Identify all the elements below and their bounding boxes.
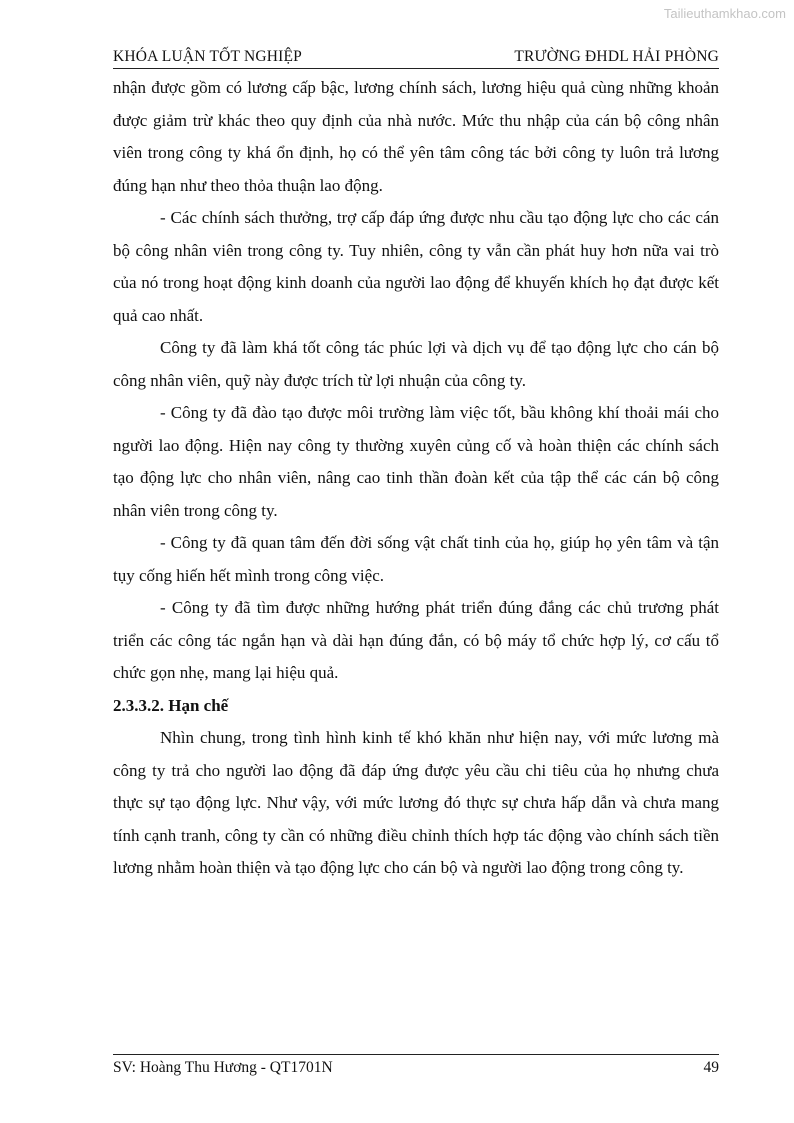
watermark: Tailieuthamkhao.com — [663, 6, 786, 21]
paragraph-material-life: - Công ty đã quan tâm đến đời sống vật chất tinh của họ, giúp họ yên tâm và tận tụy cống hiến hết mình trong công việc. — [113, 533, 719, 585]
paragraph-continuation: nhận được gồm có lương cấp bậc, lương chính sách, lương hiệu quả cùng những khoản được giảm trừ khác theo quy định của nhà nước. Mức thu nhập của cán bộ công nhân viên trong công ty khá ổn định, họ có thể yên tâm công tác bởi công ty luôn trả lương đúng hạn như theo thỏa thuận lao động. — [113, 78, 719, 195]
paragraph-welfare: Công ty đã làm khá tốt công tác phúc lợi và dịch vụ để tạo động lực cho cán bộ công nhân viên, quỹ này được trích từ lợi nhuận của công ty. — [113, 338, 719, 390]
page-header — [113, 48, 719, 69]
section-heading: 2.3.3.2. Hạn chế — [113, 695, 229, 715]
page-content — [113, 72, 719, 885]
header-thesis-title: KHÓA LUẬN TỐT NGHIỆP — [113, 48, 302, 65]
paragraph-limitations: Nhìn chung, trong tình hình kinh tế khó khăn như hiện nay, với mức lương mà công ty trả cho người lao động đã đáp ứng được yêu cầu chi tiêu của họ nhưng chưa thực sự tạo động lực. Như vậy, với mức lương đó thực sự chưa hấp dẫn và chưa mang tính cạnh tranh, công ty cần có những điều chỉnh thích hợp tác động vào chính sách tiền lương nhằm hoàn thiện và tạo động lực cho cán bộ và người lao động trong công ty. — [113, 728, 719, 877]
footer-student: SV: Hoàng Thu Hương - QT1701N — [113, 1059, 333, 1076]
page-footer — [113, 1054, 719, 1077]
paragraph-bonus-policy: - Các chính sách thưởng, trợ cấp đáp ứng được nhu cầu tạo động lực cho các cán bộ công nhân viên trong công ty. Tuy nhiên, công ty vẫn cần phát huy hơn nữa vai trò của nó trong hoạt động kinh doanh của người lao động để khuyến khích họ đạt được kết quả cao nhất. — [113, 208, 719, 325]
paragraph-development: - Công ty đã tìm được những hướng phát triển đúng đắng các chủ trương phát triển các công tác ngắn hạn và dài hạn đúng đắn, có bộ máy tổ chức hợp lý, cơ cấu tổ chức gọn nhẹ, mang lại hiệu quả. — [113, 598, 719, 682]
page-number: 49 — [703, 1059, 719, 1076]
header-university: TRƯỜNG ĐHDL HẢI PHÒNG — [514, 48, 719, 65]
paragraph-work-environment: - Công ty đã đào tạo được môi trường làm việc tốt, bầu không khí thoải mái cho người lao động. Hiện nay công ty thường xuyên củng cố và hoàn thiện các chính sách tạo động lực cho nhân viên, nâng cao tinh thần đoàn kết của tập thể các cán bộ công nhân viên trong công ty. — [113, 403, 719, 520]
